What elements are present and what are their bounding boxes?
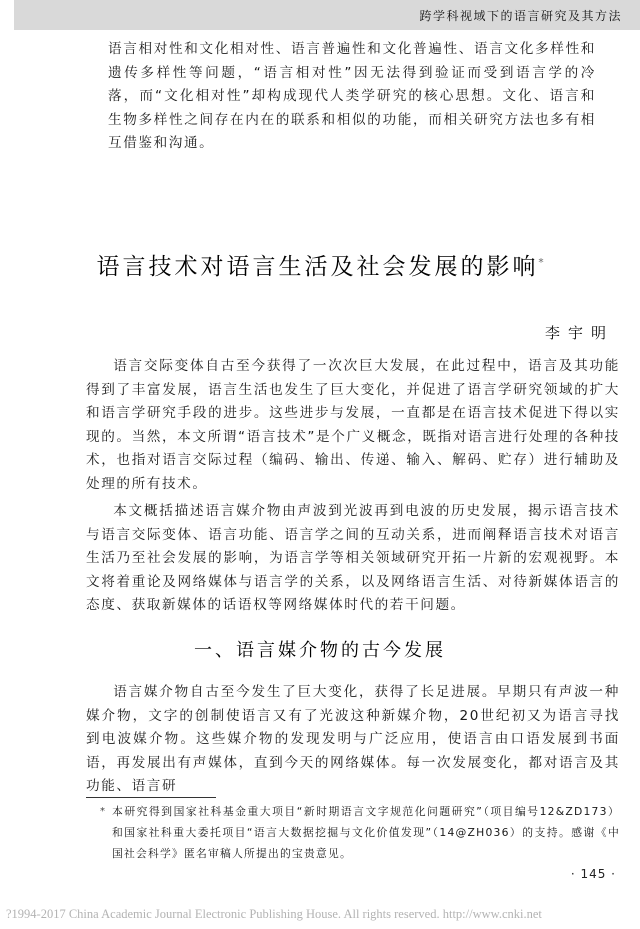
section-heading: 一、语言媒介物的古今发展 [194,640,446,661]
running-title: 跨学科视域下的语言研究及其方法 [419,9,622,23]
copyright-line: ?1994-2017 China Academic Journal Electronic Publishing House. All rights reserved. http://www.cnki.net [6,907,542,921]
footnote-mark: * [100,806,105,817]
body-paragraph-2: 本文概括描述语言媒介物由声波到光波再到电波的历史发展，揭示语言技术与语言交际变体、语言功能、语言学之间的互动关系，进而阐释语言技术对语言生活乃至社会发展的影响，为语言学等相关领域研究开拓一片新的宏观视野。本文将着重论及网络媒体与语言学的关系，以及网络语言生活、对待新媒体语言的态度、获取新媒体的话语权等网络媒体时代的若干问题。 [86,503,620,613]
body-paragraph-1: 语言交际变体自古至今获得了一次次巨大发展，在此过程中，语言及其功能得到了丰富发展，语言生活也发生了巨大变化，并促进了语言学研究领域的扩大和语言学研究手段的进步。这些进步与发展，一直都是在语言技术促进下得以实现的。当然，本文所谓“语言技术”是个广义概念，既指对语言进行处理的各种技术，也指对语言交际过程（编码、输出、传递、输入、解码、贮存）进行辅助及处理的所有技术。 [86,358,620,492]
article-title-text: 语言技术对语言生活及社会发展的影响 [96,254,539,280]
author-name: 李宇明 [544,324,614,342]
top-paragraph: 语言相对性和文化相对性、语言普遍性和文化普遍性、语言文化多样性和遗传多样性等问题，“语言相对性”因无法得到验证而受到语言学的冷落，而“文化相对性”却构成现代人类学研究的核心思想。文化、语言和生物多样性之间存在内在的联系和相似的功能，而相关研究方法也多有相互借鉴和沟通。 [108,41,596,151]
running-header [14,0,640,30]
title-footnote-mark[interactable]: * [538,257,544,269]
article-title [0,248,640,281]
page-number: · 145 · [570,867,616,881]
footnote-divider [86,797,216,798]
footnote-text: 本研究得到国家社科基金重大项目“新时期语言文字规范化问题研究”（项目编号12&ZD173）和国家社科重大委托项目“语言大数据挖掘与文化价值发现”（14@ZH036）的支持。感谢《中国社会科学》匿名审稿人所提出的宝贵意见。 [112,805,620,860]
section-paragraph: 语言媒介物自古至今发生了巨大变化，获得了长足进展。早期只有声波一种媒介物，文字的创制使语言又有了光波这种新媒介物，20世纪初又为语言寻找到电波媒介物。这些媒介物的发现发明与广泛应用，使语言由口语发展到书面语，再发展出有声媒体，直到今天的网络媒体。每一次发展变化，都对语言及其功能、语言研 [86,684,620,794]
